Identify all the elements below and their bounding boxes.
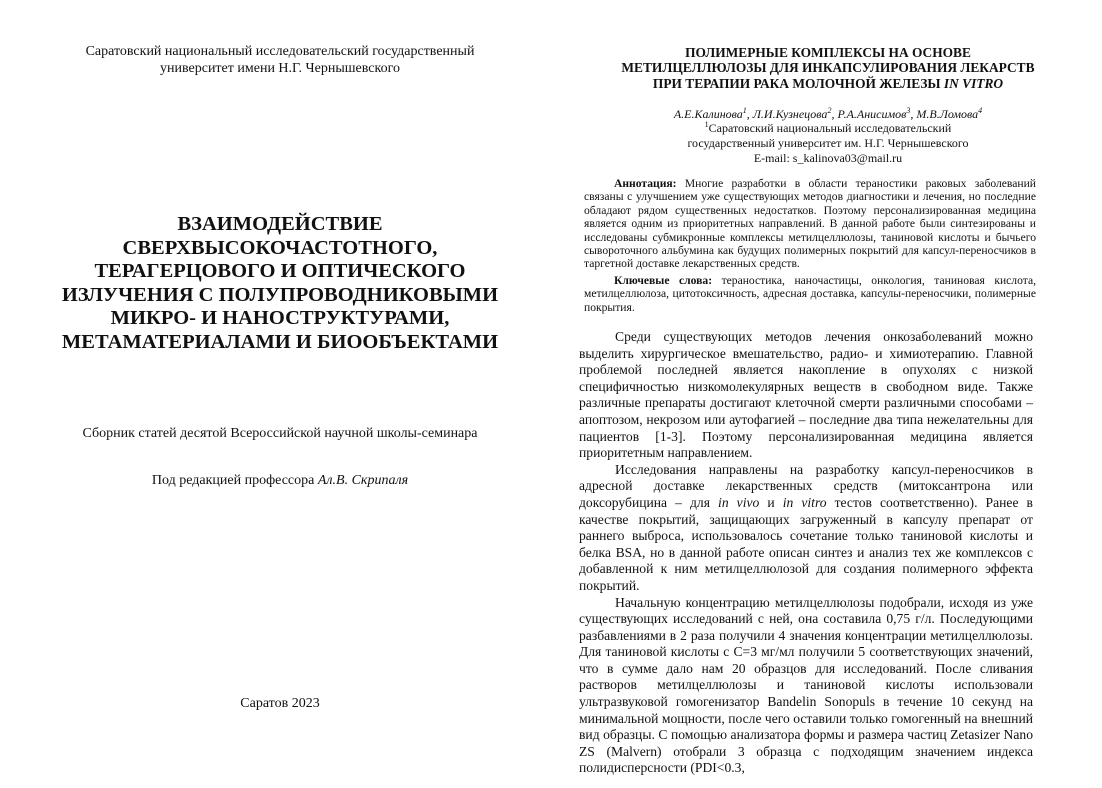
right-page: [565, 0, 1102, 788]
author-separator: ,: [910, 107, 917, 121]
author-separator: ,: [746, 107, 753, 121]
city-year: Саратов 2023: [240, 696, 320, 711]
collection-title: ВЗАИМОДЕЙСТВИЕ СВЕРХВЫСОКОЧАСТОТНОГО, ТЕРАГЕРЦОВОГО И ОПТИЧЕСКОГО ИЗЛУЧЕНИЯ С ПОЛУПРОВОДНИКОВЫМИ МИКРО- И НАНОСТРУКТУРАМИ, МЕТАМАТЕРИАЛАМИ И БИООБЪЕКТАМИ: [61, 213, 499, 353]
abstract-label: Аннотация:: [614, 177, 677, 190]
article-title-line-3-text: ПРИ ТЕРАПИИ РАКА МОЛОЧНОЙ ЖЕЛЕЗЫ: [652, 75, 944, 91]
paragraph-1: Среди существующих методов лечения онкозаболеваний можно выделить хирургическое вмешательство, радио- и химиотерапию. Главной проблемой последней является накопление в опухолях с низкой специфичностью низкомолекулярных веществ в свободном виде. Также различные препараты достигают клеточной смерти различными способами – апоптозом, некрозом или аутофагией – последние два типа нежелательны для пациентов [1-3]. Поэтому персонализированная медицина является приоритетным направлением.: [579, 329, 1033, 461]
keywords-text: тераностика, наночастицы, онкология, таниновая кислота, метилцеллюлоза, цитотоксичность, адресная доставка, капсулы-переносчики, полимерные покрытия.: [584, 274, 1036, 314]
paragraph-2-in-vitro: in vitro: [782, 494, 827, 510]
affiliation: [575, 121, 1081, 166]
article-title: [575, 45, 1081, 91]
paragraph-2: [579, 462, 1033, 595]
article-title-line-2: МЕТИЛЦЕЛЛЮЛОЗЫ ДЛЯ ИНКАПСУЛИРОВАНИЯ ЛЕКАРСТВ: [621, 60, 1035, 76]
affiliation-line-2: государственный университет им. Н.Г. Чернышевского: [687, 136, 969, 150]
abstract-text: Многие разработки в области тераностики раковых заболеваний связаны с улучшением уже существующих методов диагностики и лечения, но последние обладают рядом существенных недостатков. Поэтому персонализированная медицина является одним из приоритетных направлений. В данной работе были синтезированы и исследованы субмикронные комплексы метилцеллюлозы, таниновой кислоты и бычьего сывороточного альбумина как будущих полимерных покрытий для капсул-переносчиков в таргетной доставке лекарственных средств.: [584, 177, 1036, 271]
affiliation-mark: 1: [704, 120, 709, 129]
author-email: E-mail: s_kalinova03@mail.ru: [753, 151, 903, 165]
editor-name: Ал.В. Скрипаля: [317, 473, 409, 488]
author-name: М.В.Ломова: [916, 107, 979, 121]
university-header: Саратовский национальный исследовательский государственный университет имени Н.Г. Чернышевского: [85, 44, 475, 76]
authors-line: [575, 107, 1081, 122]
keywords: [584, 274, 1036, 314]
author-affiliation-mark: 3: [906, 106, 911, 115]
author-affiliation-mark: 1: [742, 106, 747, 115]
paragraph-2-text-a: Исследования направлены на разработку капсул-переносчиков в адресной доставке лекарственных средств (митоксантрона или доксорубицина – для: [579, 461, 1033, 510]
editor-line: [20, 472, 540, 489]
article-title-line-3: [575, 76, 1081, 91]
article-title-line-1: ПОЛИМЕРНЫЕ КОМПЛЕКСЫ НА ОСНОВЕ: [685, 45, 971, 60]
article-body: [579, 329, 1033, 777]
author-separator: ,: [831, 107, 838, 121]
collection-subtitle: Сборник статей десятой Всероссийской научной школы-семинара: [82, 426, 478, 441]
paragraph-3: Начальную концентрацию метилцеллюлозы подобрали, исходя из уже существующих исследований с ней, она составила 0,75 г/л. Последующими разбавлениями в 2 раза получили 4 значения концентрации метилцеллюлозы. Для таниновой кислоты с С=3 мг/мл получили 5 соответствующих значений, что в сумме дало нам 20 образцов для исследований. После сливания растворов метилцеллюлозы и таниновой кислоты использовали ультразвуковой гомогенизатор Bandelin Sonopuls в течение 10 секунд на минимальной мощности, после чего оставили только гомогенный на внешний вид образцы. С помощью анализатора формы и размера частиц Zetasizer Nano ZS (Malvern) отобрали 3 образца с подходящим значением индекса полидисперсности (PDI<0.3,: [579, 594, 1033, 776]
author-name: А.Е.Калинова: [673, 107, 743, 121]
author-affiliation-mark: 2: [827, 106, 832, 115]
editor-prefix: Под редакцией профессора: [151, 473, 318, 488]
paragraph-2-text-b: и: [759, 494, 783, 510]
affiliation-university: Саратовский национальный исследовательский: [708, 121, 952, 135]
paragraph-2-in-vivo: in vivo: [718, 494, 760, 510]
affiliation-line-1: [575, 121, 1081, 136]
paragraph-2-text-c: тестов соответственно). Ранее в качестве покрытий, защищающих загруженный в капсулу препарат от раннего выброса, использовалось сочетание только таниновой кислоты и белка BSA, но в данной работе описан синтез и анализ тех же комплексов с добавленной к ним метилцеллюлозой для создания полимерного эффекта покрытий.: [579, 494, 1033, 593]
abstract: [584, 177, 1036, 271]
author-name: Л.И.Кузнецова: [752, 107, 828, 121]
article-title-in-vitro: IN VITRO: [943, 75, 1004, 91]
author-affiliation-mark: 4: [978, 106, 983, 115]
keywords-label: Ключевые слова:: [614, 274, 713, 287]
author-name: Р.А.Анисимов: [837, 107, 907, 121]
